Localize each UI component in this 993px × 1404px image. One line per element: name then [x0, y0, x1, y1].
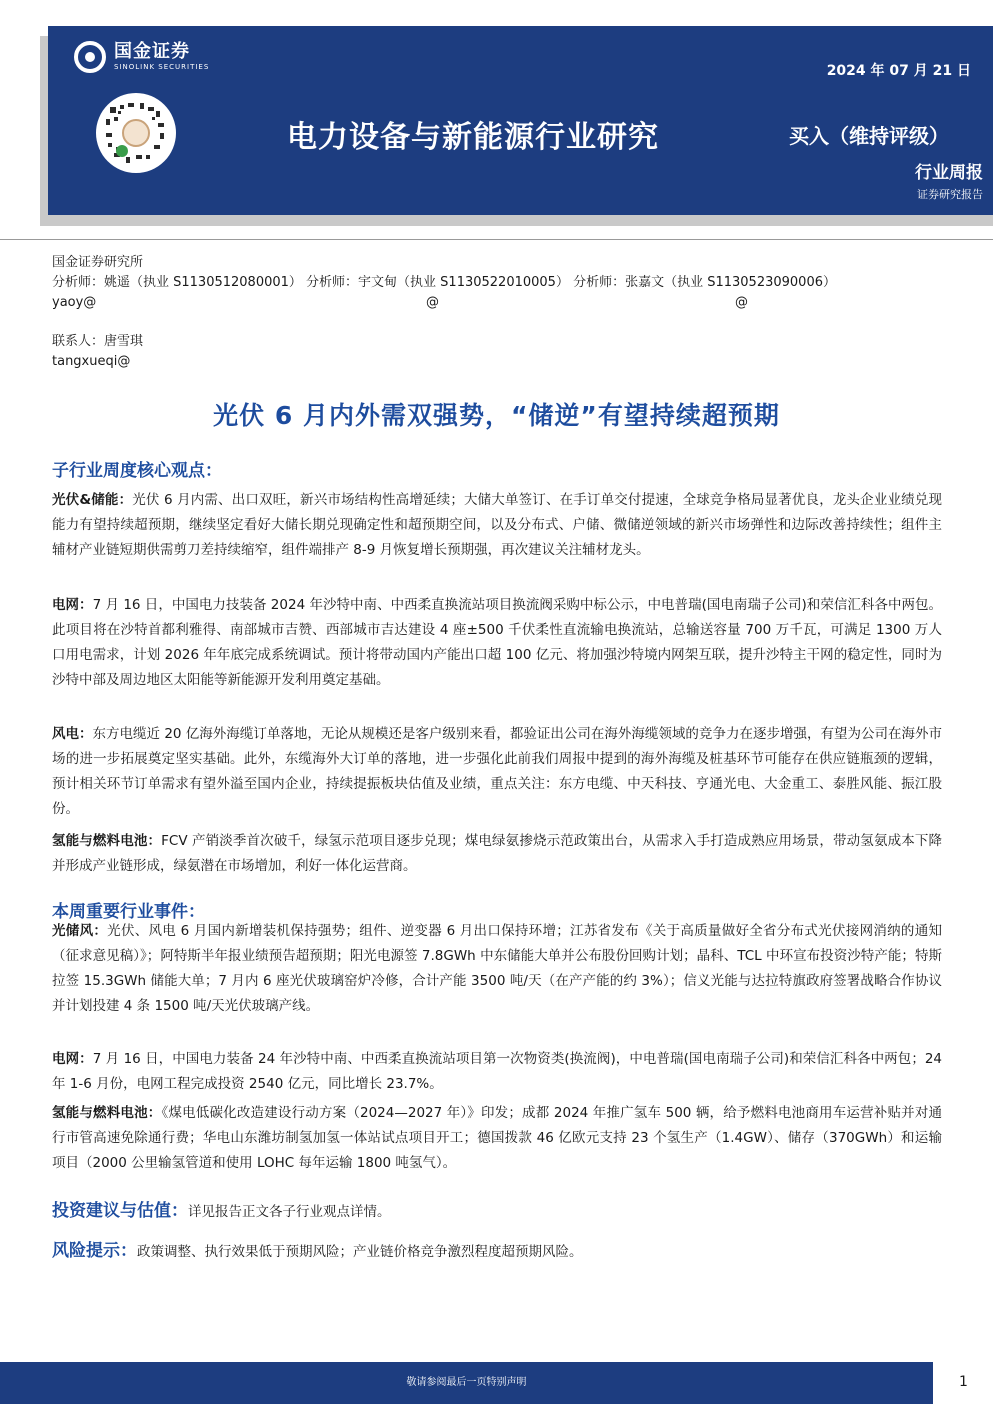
analyst-email-2[interactable]: @ — [426, 295, 439, 310]
report-subtype: 证券研究报告 — [917, 188, 983, 201]
rating: 买入（维持评级） — [789, 124, 949, 148]
para-label: 电网： — [52, 597, 93, 613]
analyst-email-3[interactable]: @ — [735, 295, 748, 310]
para-text: 7 月 16 日，中国电力装备 24 年沙特中南、中西柔直换流站项目第一次物资类(换流阀)，中电普瑞(国电南瑞子公司)和荣信汇科各中两包；24 年 1-6 月份，电网工程完成投资 2540 亿元，同比增长 23.7%。 — [52, 1051, 942, 1092]
investment-advice — [52, 1198, 942, 1225]
risk-warning — [52, 1238, 942, 1265]
analyst-line: 分析师：姚遥（执业 S1130512080001） 分析师：宇文甸（执业 S1130522010005） 分析师：张嘉文（执业 S1130523090006） — [52, 275, 836, 290]
para-text: 光伏、风电 6 月国内新增装机保持强势；组件、逆变器 6 月出口保持环增；江苏省发布《关于高质量做好全省分布式光伏接网消纳的通知（征求意见稿）》；阿特斯半年报业绩预告超预期；阳光电源签 7.8GWh 中东储能大单并公布股份回购计划；晶科、TCL 中环宣布投资沙特产能；特斯拉签 15.3GWh 储能大单；7 月内 6 座光伏玻璃窑炉冷修，合计产能 3500 吨/天（在产产能的约 3%）；信义光能与达拉特旗政府签署战略合作协议并计划投建 4 条 1500 吨/天光伏玻璃产线。 — [52, 923, 943, 1014]
para-label: 电网： — [52, 1051, 93, 1067]
qr-logo-icon — [122, 119, 150, 147]
event-pv-storage-wind — [52, 919, 942, 1019]
logo-name-cn: 国金证券 — [114, 41, 190, 62]
institute: 国金证券研究所 — [52, 255, 144, 270]
para-label: 光伏&储能： — [52, 492, 133, 508]
risk-heading: 风险提示： — [52, 1241, 137, 1261]
footer-disclaimer: 敬请参阅最后一页特别声明 — [0, 1362, 933, 1404]
para-text: 7 月 16 日，中国电力技装备 2024 年沙特中南、中西柔直换流站项目换流阀采购中标公示，中电普瑞(国电南瑞子公司)和荣信汇科各中两包。此项目将在沙特首都利雅得、南部城市吉赞、西部城市吉达建设 4 座±500 千伏柔性直流输电换流站，总输送容量 700 万千瓦，可满足 1300 万人口用电需求，计划 2026 年年底完成系统调试。预计将带动国内产能出口超 100 亿元、将加强沙特境内网架互联，提升沙特主干网的稳定性，同时为沙特中部及周边地区太阳能等新能源开发利用奠定基础。 — [52, 597, 943, 688]
para-label: 风电： — [52, 726, 93, 742]
header-divider — [0, 239, 993, 240]
investment-heading: 投资建议与估值： — [52, 1201, 188, 1221]
report-type: 行业周报 — [915, 163, 983, 183]
industry-title: 电力设备与新能源行业研究 — [287, 120, 659, 155]
event-hydrogen — [52, 1101, 942, 1176]
events-heading: 本周重要行业事件： — [52, 902, 205, 922]
core-view-grid — [52, 593, 942, 693]
para-text: 光伏 6 月内需、出口双旺，新兴市场结构性高增延续；大储大单签订、在手订单交付提速，全球竞争格局显著优良，龙头企业业绩兑现能力有望持续超预期，继续坚定看好大储长期兑现确定性和超预期空间，以及分布式、户储、微储逆领域的新兴市场弹性和边际改善持续性；组件主辅材产业链短期供需剪刀差持续缩窄，组件端排产 8-9 月恢复增长预期强，再次建议关注辅材龙头。 — [52, 492, 942, 558]
report-date: 2024 年 07 月 21 日 — [826, 63, 971, 79]
para-text: 东方电缆近 20 亿海外海缆订单落地，无论从规模还是客户级别来看，都验证出公司在海外海缆领域的竞争力在逐步增强，有望为公司在海外市场的进一步拓展奠定坚实基础。此外，东缆海外大订单的落地，进一步强化此前我们周报中提到的海外海缆及桩基环节可能存在供应链瓶颈的逻辑，预计相关环节订单需求有望外溢至国内企业，持续提振板块估值及业绩，重点关注：东方电缆、中天科技、亨通光电、大金重工、泰胜风能、振江股份。 — [52, 726, 942, 817]
core-views-heading: 子行业周度核心观点： — [52, 461, 222, 481]
investment-text: 详见报告正文各子行业观点详情。 — [188, 1204, 391, 1220]
analyst-email-1[interactable]: yaoy@ — [52, 295, 97, 310]
document-title: 光伏 6 月内外需双强势，“储逆”有望持续超预期 — [213, 401, 780, 430]
company-logo — [74, 41, 209, 73]
risk-text: 政策调整、执行效果低于预期风险；产业链价格竞争激烈程度超预期风险。 — [137, 1244, 583, 1260]
para-label: 氢能与燃料电池： — [52, 833, 162, 849]
para-label: 光储风： — [52, 923, 108, 939]
page-number: 1 — [959, 1374, 968, 1390]
logo-name-en: SINOLINK SECURITIES — [114, 63, 210, 71]
core-view-wind — [52, 722, 942, 822]
core-view-hydrogen — [52, 829, 942, 879]
para-text: 《煤电低碳化改造建设行动方案（2024—2027 年）》印发；成都 2024 年推广氢车 500 辆，给予燃料电池商用车运营补贴并对通行市管高速免除通行费；华电山东潍坊制氢加氢一体站试点项目开工；德国拨款 46 亿欧元支持 23 个氢生产（1.4GW）、储存（370GWh）和运输项目（2000 公里输氢管道和使用 LOHC 每年运输 1800 吨氢气）。 — [52, 1105, 943, 1171]
event-grid — [52, 1047, 942, 1097]
contact-person: 联系人：唐雪琪 — [52, 334, 144, 349]
logo-icon — [74, 41, 106, 73]
para-label: 氢能与燃料电池： — [52, 1105, 162, 1121]
report-header — [48, 26, 993, 215]
mini-program-icon — [116, 145, 128, 157]
contact-email[interactable]: tangxueqi@ — [52, 354, 131, 369]
core-view-pv-storage — [52, 488, 942, 563]
qr-code-icon — [96, 93, 176, 173]
para-text: FCV 产销淡季首次破千，绿氢示范项目逐步兑现；煤电绿氨掺烧示范政策出台，从需求入手打造成熟应用场景，带动氢氨成本下降并形成产业链形成，绿氨潜在市场增加，利好一体化运营商。 — [52, 833, 943, 874]
